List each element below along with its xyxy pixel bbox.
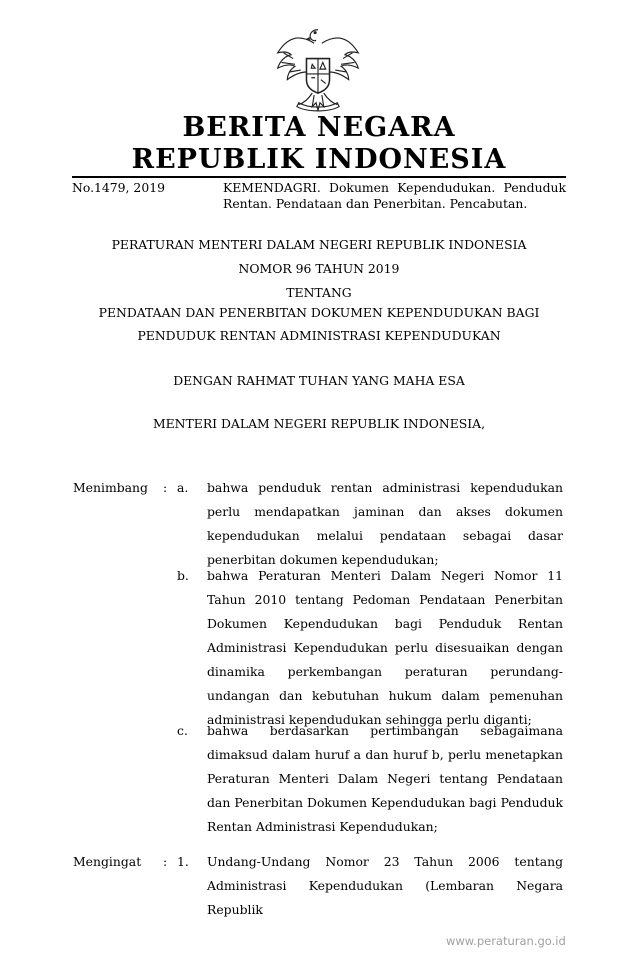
header-divider — [72, 176, 566, 178]
menimbang-item-text: bahwa Peraturan Menteri Dalam Negeri Nomor 11 Tahun 2010 tentang Pedoman Pendataan Penerbitan Dokumen Kependudukan bagi Penduduk Rentan Administrasi Kependudukan perlu disesuaikan dengan dinamika perkembangan peraturan perundang-undangan dan kebutuhan hukum dalam pemenuhan administrasi kependudukan sehingga perlu diganti; — [207, 568, 563, 727]
menimbang-item-text: bahwa berdasarkan pertimbangan sebagaimana dimaksud dalam huruf a dan huruf b, perlu menetapkan Peraturan Menteri Dalam Negeri tentang Pendataan dan Penerbitan Dokumen Kependudukan bagi Penduduk Rentan Administrasi Kependudukan; — [207, 723, 563, 834]
mengingat-label: Mengingat — [73, 854, 142, 869]
gazette-number: No.1479, 2019 — [72, 180, 165, 195]
menimbang-item-text: bahwa penduduk rentan administrasi kependudukan perlu mendapatkan jaminan dan akses dokumen kependudukan melalui pendataan sebagai dasar penerbitan dokumen kependudukan; — [207, 480, 563, 567]
mengingat-colon: : — [163, 854, 168, 869]
mengingat-item-marker: 1. — [177, 854, 189, 869]
gazette-subtitle: REPUBLIK INDONESIA — [131, 144, 507, 175]
menimbang-colon: : — [163, 480, 168, 495]
gazette-subject: KEMENDAGRI. Dokumen Kependudukan. Penduduk Rentan. Pendataan dan Penerbitan. Pencabutan. — [223, 180, 566, 211]
menimbang-item-marker: c. — [177, 723, 188, 738]
mengingat-item-text: Undang-Undang Nomor 23 Tahun 2006 tentang Administrasi Kependudukan (Lembaran Negara Republik — [207, 854, 563, 917]
menimbang-label: Menimbang — [73, 480, 148, 495]
issuer-line: MENTERI DALAM NEGERI REPUBLIK INDONESIA, — [152, 416, 486, 431]
gazette-title: BERITA NEGARA — [182, 112, 456, 143]
blessing-line: DENGAN RAHMAT TUHAN YANG MAHA ESA — [173, 373, 465, 388]
regulation-about: TENTANG — [286, 285, 352, 300]
website-footer-link[interactable]: www.peraturan.go.id — [446, 934, 566, 948]
menimbang-item-marker: b. — [177, 568, 189, 583]
regulation-subject-line2: PENDUDUK RENTAN ADMINISTRASI KEPENDUDUKAN — [137, 328, 501, 343]
garuda-emblem-icon — [270, 24, 366, 120]
menimbang-item-marker: a. — [177, 480, 189, 495]
regulation-subject-line1: PENDATAAN DAN PENERBITAN DOKUMEN KEPENDUDUKAN BAGI — [98, 305, 540, 320]
regulation-title: PERATURAN MENTERI DALAM NEGERI REPUBLIK INDONESIA — [111, 237, 527, 252]
regulation-number: NOMOR 96 TAHUN 2019 — [238, 261, 400, 276]
